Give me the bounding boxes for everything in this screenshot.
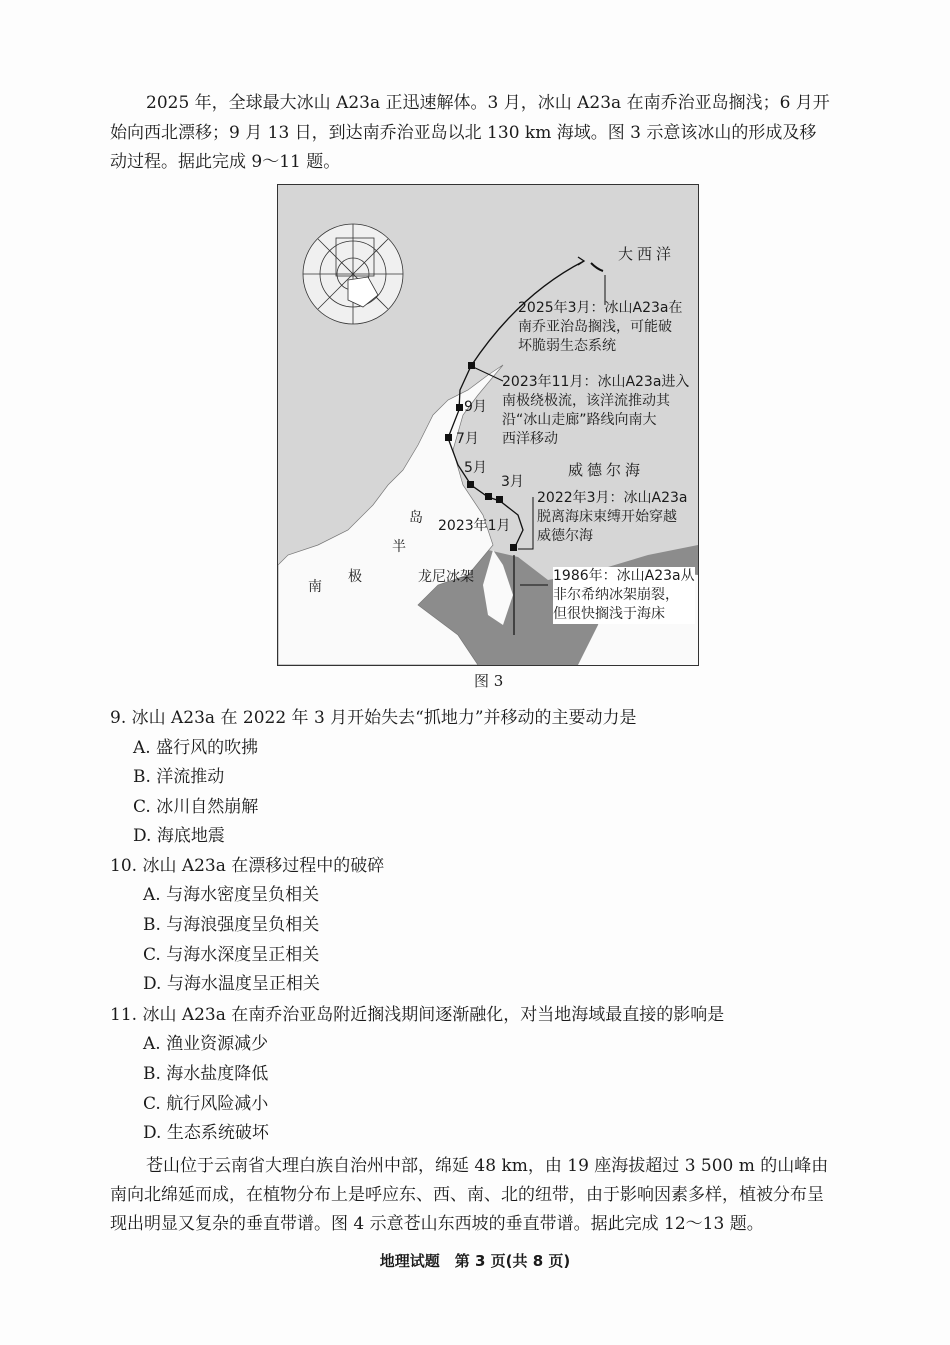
label-south: 南	[308, 579, 322, 595]
text-line: 南向北绵延而成，在植物分布上是呼应东、西、南、北的纽带，由于影响因素多样，植被分布呈	[110, 1185, 824, 1205]
option: B. 洋流推动	[133, 767, 225, 787]
inset-globe	[303, 224, 403, 324]
option: D. 生态系统破坏	[143, 1123, 269, 1143]
label-sep: 9月	[464, 399, 487, 415]
label-pole: 极	[348, 569, 362, 585]
text-line: 2025 年，全球最大冰山 A23a 正迅速解体。3 月，冰山 A23a 在南乔治亚岛搁浅；6 月开	[146, 93, 830, 113]
option: A. 渔业资源减少	[143, 1034, 269, 1054]
note-2022: 2022年3月：冰山A23a 脱离海床束缚开始穿越 威德尔海	[537, 490, 688, 544]
text-line: 现出明显又复杂的垂直带谱。图 4 示意苍山东西坡的垂直带谱。据此完成 12～13 题。	[110, 1214, 764, 1234]
text-line: 始向西北漂移；9 月 13 日，到达南乔治亚岛以北 130 km 海域。图 3 示意该冰山的形成及移	[110, 123, 817, 143]
label-island: 岛	[409, 510, 423, 526]
note-2023: 2023年11月：冰山A23a进入 南极绕极流，该洋流推动其 沿“冰山走廊”路线向南大 西洋移动	[502, 374, 690, 447]
note-2025: 2025年3月：冰山A23a在 南乔亚治岛搁浅，可能破 坏脆弱生态系统	[518, 300, 683, 354]
label-jan-2023: 2023年1月	[438, 518, 511, 534]
text-line: 苍山位于云南省大理白族自治州中部，绵延 48 km，由 19 座海拔超过 3 500 m 的山峰由	[146, 1156, 829, 1176]
label-may: 5月	[464, 460, 487, 476]
label-weddell-sea: 威德尔海	[568, 461, 645, 479]
text-line: 动过程。据此完成 9～11 题。	[110, 152, 341, 172]
option: B. 海水盐度降低	[143, 1064, 269, 1084]
option: C. 与海水深度呈正相关	[143, 945, 320, 965]
note-1986: 1986年：冰山A23a从 非尔希纳冰架崩裂， 但很快搁浅于海床	[553, 568, 695, 622]
label-half: 半	[392, 539, 406, 555]
question-stem: 9. 冰山 A23a 在 2022 年 3 月开始失去“抓地力”并移动的主要动力是	[110, 708, 637, 728]
page-footer: 地理试题 第 3 页(共 8 页)	[379, 1252, 571, 1270]
option: C. 航行风险减小	[143, 1094, 269, 1114]
figure-3-map	[277, 184, 699, 666]
label-ronne: 龙尼冰架	[418, 569, 474, 585]
option: A. 与海水密度呈负相关	[143, 885, 320, 905]
label-mar: 3月	[501, 474, 524, 490]
figure-caption: 图 3	[474, 672, 504, 690]
label-jul: 7月	[456, 431, 479, 447]
option: A. 盛行风的吹拂	[133, 738, 259, 758]
question-stem: 11. 冰山 A23a 在南乔治亚岛附近搁浅期间逐渐融化，对当地海域最直接的影响是	[110, 1005, 725, 1025]
option: C. 冰川自然崩解	[133, 797, 259, 817]
option: B. 与海浪强度呈负相关	[143, 915, 320, 935]
option: D. 与海水温度呈正相关	[143, 974, 320, 994]
question-stem: 10. 冰山 A23a 在漂移过程中的破碎	[110, 856, 385, 876]
option: D. 海底地震	[133, 826, 225, 846]
label-atlantic: 大西洋	[618, 245, 676, 263]
